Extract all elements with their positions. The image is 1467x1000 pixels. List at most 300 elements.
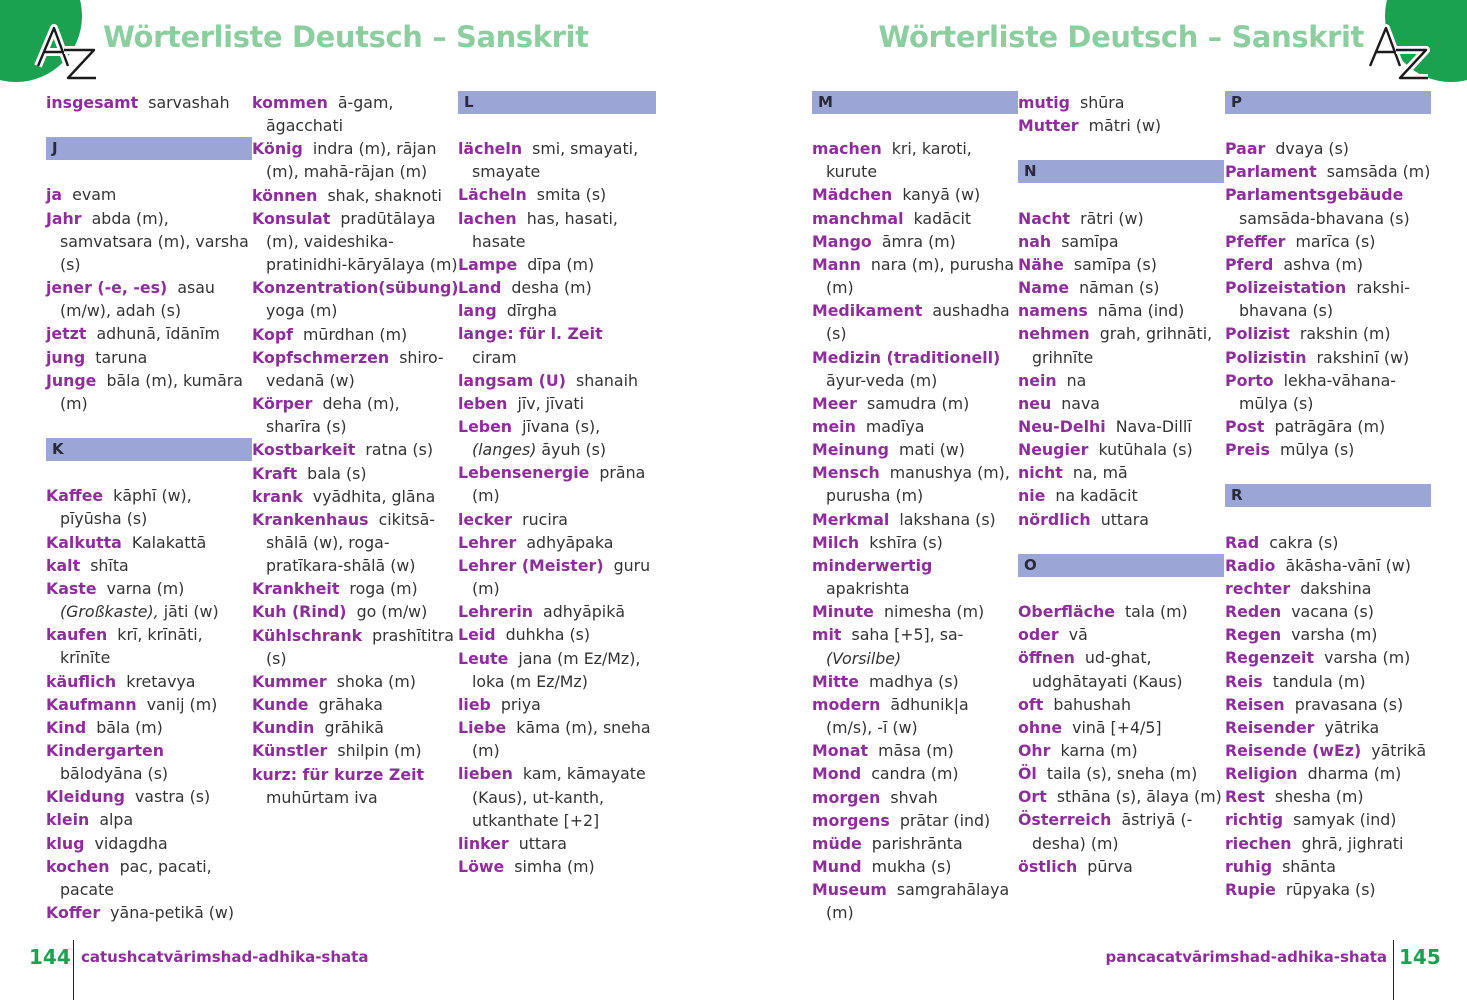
translation: bahushah <box>1053 694 1131 714</box>
dictionary-entry <box>812 183 1018 206</box>
page-title-left: Wörterliste Deutsch – Sanskrit <box>103 20 589 54</box>
dictionary-entry <box>1225 438 1431 461</box>
headword: Mango <box>812 231 872 251</box>
dictionary-entry <box>1225 137 1431 160</box>
headword: lieb <box>458 694 491 714</box>
translation: shoka (m) <box>336 671 416 691</box>
translation: varsha (m) <box>1291 625 1378 645</box>
headword: Reden <box>1225 602 1282 622</box>
dictionary-entry <box>46 716 252 739</box>
headword: Jahr <box>46 208 82 228</box>
translation: manushya (m), purusha (m) <box>826 463 1010 506</box>
headword: rechter <box>1225 578 1291 598</box>
translation-note: (langes) <box>472 440 537 460</box>
dictionary-entry <box>458 322 656 368</box>
translation: samsāda (m) <box>1326 162 1431 182</box>
translation: kāma (m), sneha (m) <box>472 718 651 761</box>
translation: mūlya (s) <box>1279 440 1355 460</box>
translation: desha (m) <box>511 278 592 298</box>
dictionary-entry <box>812 786 1018 809</box>
dictionary-entry <box>1018 739 1224 762</box>
translation: apakrishta <box>826 579 910 599</box>
headword: Lehrer <box>458 532 517 552</box>
translation-note: (Vorsilbe) <box>826 648 902 668</box>
headword: Preis <box>1225 440 1270 460</box>
translation: aushadha (s) <box>826 301 1010 344</box>
headword: Medikament <box>812 301 923 321</box>
headword: Österreich <box>1018 810 1112 830</box>
dictionary-entry <box>46 91 252 114</box>
dictionary-entry <box>1225 670 1431 693</box>
headword: Polizist <box>1225 324 1290 344</box>
translation: ud-ghat, udghātayati (Kaus) <box>1032 648 1183 691</box>
dictionary-entry <box>458 762 656 831</box>
translation: has, hasati, hasate <box>472 208 618 251</box>
headword: nicht <box>1018 463 1063 483</box>
headword: klug <box>46 833 85 853</box>
dictionary-entry <box>458 253 656 276</box>
translation: yāna-petikā (w) <box>110 903 235 923</box>
translation: sthāna (s), ālaya (m) <box>1056 787 1222 807</box>
translation: vanij (m) <box>146 694 218 714</box>
dictionary-entry <box>1225 369 1431 415</box>
translation: shīta <box>90 555 129 575</box>
dictionary-entry <box>458 832 656 855</box>
dictionary-entry <box>458 392 656 415</box>
dictionary-entry <box>1225 230 1431 253</box>
spacer <box>1225 461 1431 484</box>
dictionary-entry <box>1018 276 1224 299</box>
headword: klein <box>46 810 90 830</box>
translation: āyur-veda (m) <box>826 370 938 390</box>
word-column <box>458 91 656 878</box>
dictionary-entry <box>252 508 458 577</box>
translation: dakshina <box>1300 578 1372 598</box>
translation: kshīra (s) <box>869 532 943 552</box>
translation: mukha (s) <box>871 856 952 876</box>
translation: māsa (m) <box>878 741 954 761</box>
dictionary-entry <box>812 855 1018 878</box>
dictionary-entry <box>812 809 1018 832</box>
translation: adhyāpikā <box>543 602 626 622</box>
translation: evam <box>72 185 117 205</box>
dictionary-entry <box>1225 183 1431 229</box>
translation: samyak (ind) <box>1293 810 1397 830</box>
translation: duhkha (s) <box>505 625 591 645</box>
dictionary-entry <box>1018 855 1224 878</box>
dictionary-entry <box>1225 762 1431 785</box>
headword: Kaufmann <box>46 694 137 714</box>
word-column <box>252 91 458 809</box>
translation: varsha (m) <box>1324 648 1411 668</box>
translation: shiro-vedanā (w) <box>266 347 444 390</box>
headword: oder <box>1018 625 1059 645</box>
dictionary-entry <box>1225 878 1431 901</box>
dictionary-entry <box>46 346 252 369</box>
dictionary-entry <box>1225 646 1431 669</box>
translation: Nava-Dillī <box>1115 417 1192 436</box>
dictionary-entry <box>46 693 252 716</box>
translation: shak, shaknoti <box>327 185 442 205</box>
headword: Religion <box>1225 764 1298 784</box>
spacer <box>1018 531 1224 554</box>
translation: shanaih <box>575 370 638 390</box>
dictionary-entry <box>458 531 656 554</box>
headword: mit <box>812 625 842 645</box>
headword: jetzt <box>46 324 87 344</box>
headword: Lampe <box>458 254 518 274</box>
translation: madhya (s) <box>869 671 959 691</box>
translation: vyādhita, glāna <box>312 486 436 506</box>
dictionary-entry <box>458 415 656 461</box>
headword: Koffer <box>46 903 101 923</box>
translation: go (m/w) <box>356 602 428 622</box>
headword: Reis <box>1225 671 1263 691</box>
headword: Land <box>458 278 502 298</box>
headword: Polizistin <box>1225 347 1307 367</box>
dictionary-entry <box>252 577 458 600</box>
headword: Krankheit <box>252 579 340 599</box>
headword: Löwe <box>458 856 505 876</box>
dictionary-entry <box>812 762 1018 785</box>
translation: vā <box>1068 625 1088 645</box>
dictionary-entry <box>812 253 1018 299</box>
dictionary-entry <box>1018 808 1224 854</box>
dictionary-entry <box>1018 207 1224 230</box>
headword: kochen <box>46 856 110 876</box>
headword: neu <box>1018 393 1052 413</box>
headword: lächeln <box>458 139 523 159</box>
headword: Ohr <box>1018 741 1051 760</box>
dictionary-entry <box>46 183 252 206</box>
translation: prātar (ind) <box>899 810 991 830</box>
dictionary-entry <box>812 461 1018 507</box>
dictionary-entry <box>458 693 656 716</box>
translation: nara (m), purusha (m) <box>826 254 1015 298</box>
translation: nāma (ind) <box>1097 301 1185 321</box>
headword: Öl <box>1018 764 1037 784</box>
headword: Monat <box>812 741 869 761</box>
dictionary-entry <box>1225 531 1431 554</box>
headword: jener (-e, -es) <box>46 278 168 298</box>
translation: cakra (s) <box>1269 532 1339 552</box>
translation: kri, karoti, kurute <box>826 139 972 182</box>
word-column <box>1018 91 1224 878</box>
dictionary-entry <box>1018 508 1224 531</box>
dictionary-entry <box>812 554 1018 600</box>
headword: Neugier <box>1018 440 1089 460</box>
headword: leben <box>458 393 508 413</box>
translation: nimesha (m) <box>883 602 985 622</box>
translation: kāphī (w), pīyūsha (s) <box>60 486 192 529</box>
section-header: K <box>46 438 252 461</box>
translation: na kadācit <box>1055 486 1138 506</box>
headword: Kindergarten <box>46 741 164 760</box>
headword: Name <box>1018 278 1070 298</box>
translation: shilpin (m) <box>337 741 422 761</box>
translation: prashītitra (s) <box>266 625 454 668</box>
headword: Lächeln <box>458 185 527 205</box>
headword: Reisende (wEz) <box>1225 741 1362 761</box>
translation: pradūtālaya (m), vaideshika-pratinidhi-kāryālaya (m) <box>266 208 458 275</box>
dictionary-entry <box>1018 299 1224 322</box>
translation: tandula (m) <box>1272 671 1366 691</box>
dictionary-entry <box>46 554 252 577</box>
translation: bala (s) <box>307 463 367 483</box>
headword: Kunde <box>252 695 309 715</box>
headword: Künstler <box>252 741 328 761</box>
dictionary-entry <box>1225 577 1431 600</box>
dictionary-entry <box>1018 322 1224 368</box>
dictionary-entry <box>1225 160 1431 183</box>
spacer <box>46 415 252 438</box>
translation: karna (m) <box>1060 741 1138 760</box>
headword: lecker <box>458 509 513 529</box>
section-header: P <box>1225 91 1431 114</box>
dictionary-entry <box>458 554 656 600</box>
headword: öffnen <box>1018 648 1075 668</box>
headword: nördlich <box>1018 509 1091 529</box>
translation: yoga (m) <box>266 301 338 321</box>
headword: Porto <box>1225 370 1274 390</box>
dictionary-entry <box>252 739 458 762</box>
headword: Pferd <box>1225 254 1274 274</box>
translation: bāla (m) <box>96 717 163 737</box>
section-header: M <box>812 91 1018 114</box>
headword: langsam (U) <box>458 370 566 390</box>
translation: rucira <box>522 509 568 529</box>
footer-divider-left <box>73 940 74 1000</box>
dictionary-entry <box>458 508 656 531</box>
translation: rūpyaka (s) <box>1285 879 1376 899</box>
headword: Krankenhaus <box>252 509 369 529</box>
translation: guru (m) <box>472 555 651 599</box>
page-number-left: 144 <box>29 945 71 969</box>
dictionary-entry <box>1225 832 1431 855</box>
translation: shānta <box>1282 856 1336 876</box>
translation: vinā [+4/5] <box>1072 717 1162 737</box>
dictionary-entry <box>458 716 656 762</box>
translation: na <box>1066 370 1087 390</box>
dictionary-entry <box>46 484 252 530</box>
dictionary-entry <box>46 832 252 855</box>
translation: mati (w) <box>898 440 965 460</box>
translation: pūrva <box>1087 856 1133 876</box>
dictionary-entry <box>252 485 458 508</box>
dictionary-entry <box>812 299 1018 345</box>
headword: Lebensenergie <box>458 463 590 483</box>
dictionary-entry <box>812 531 1018 554</box>
translation: grāhaka <box>318 695 383 715</box>
headword: Paar <box>1225 139 1266 159</box>
dictionary-entry <box>1018 369 1224 392</box>
headword: Liebe <box>458 718 507 738</box>
translation: dīpa (m) <box>527 254 595 274</box>
headword: Kuh (Rind) <box>252 602 347 622</box>
dictionary-entry <box>812 346 1018 392</box>
dictionary-entry <box>46 670 252 693</box>
headword: Merkmal <box>812 509 890 529</box>
headword: Nähe <box>1018 254 1064 274</box>
dictionary-entry <box>252 462 458 485</box>
translation: āstriyā (-desha) (m) <box>1032 810 1193 853</box>
translation: uttara <box>1100 509 1149 529</box>
headword: Oberfläche <box>1018 602 1115 622</box>
headword: Meer <box>812 393 857 413</box>
headword: Rad <box>1225 532 1260 552</box>
spacer <box>46 114 252 137</box>
headword: oft <box>1018 694 1044 714</box>
translation: ratna (s) <box>365 440 433 460</box>
translation: alpa <box>99 810 134 830</box>
dictionary-entry <box>812 508 1018 531</box>
headword: Kaste <box>46 578 97 598</box>
dictionary-entry <box>46 808 252 831</box>
page-title-right: Wörterliste Deutsch – Sanskrit <box>878 20 1364 54</box>
dictionary-entry <box>252 716 458 739</box>
headword: Regen <box>1225 625 1282 645</box>
translation: āyuh (s) <box>541 440 607 460</box>
dictionary-entry <box>1018 484 1224 507</box>
dictionary-entry <box>46 901 252 924</box>
translation: adhyāpaka <box>526 532 614 552</box>
translation: grah, grihnāti, grihnīte <box>1032 324 1213 367</box>
headword: Post <box>1225 417 1265 437</box>
translation: lakshana (s) <box>899 509 996 529</box>
dictionary-entry <box>458 207 656 253</box>
headword: riechen <box>1225 833 1292 853</box>
translation: vastra (s) <box>134 787 211 807</box>
headword: kurz: für kurze Zeit <box>252 764 425 784</box>
dictionary-entry <box>1225 415 1431 438</box>
dictionary-entry <box>46 322 252 345</box>
dictionary-entry <box>458 299 656 322</box>
translation: indra (m), rājan (m), mahā-rājan (m) <box>266 139 437 182</box>
translation: rakshinī (w) <box>1316 347 1410 367</box>
section-header: R <box>1225 484 1431 507</box>
headword: lieben <box>458 764 513 784</box>
translation: rātri (w) <box>1080 208 1144 228</box>
translation: ākāsha-vānī (w) <box>1285 555 1411 575</box>
dictionary-entry <box>812 670 1018 693</box>
translation: roga (m) <box>349 579 418 599</box>
headword: Museum <box>812 880 887 900</box>
dictionary-entry <box>1018 415 1224 438</box>
headword: mein <box>812 417 856 437</box>
headword: Reisen <box>1225 694 1285 714</box>
translation: dharma (m) <box>1307 764 1402 784</box>
dictionary-entry <box>1225 739 1431 762</box>
translation: na, mā <box>1072 463 1128 483</box>
translation: jana (m Ez/Mz), loka (m Ez/Mz) <box>472 648 641 691</box>
dictionary-entry <box>1225 276 1431 322</box>
headword: Mensch <box>812 463 880 483</box>
dictionary-entry <box>252 693 458 716</box>
dictionary-entry <box>812 832 1018 855</box>
footer-divider-right <box>1393 940 1394 1000</box>
headword: Mutter <box>1018 116 1079 136</box>
headword: Nacht <box>1018 208 1071 228</box>
translation: ghrā, jighrati <box>1301 833 1404 853</box>
word-column <box>1225 91 1431 901</box>
dictionary-entry <box>812 600 1018 623</box>
translation: pravasana (s) <box>1294 694 1404 714</box>
dictionary-entry <box>252 137 458 183</box>
headword: Junge <box>46 370 97 390</box>
dictionary-entry <box>252 184 458 207</box>
headword: Kind <box>46 717 87 737</box>
headword: richtig <box>1225 810 1284 830</box>
translation: rakshi-bhavana (s) <box>1239 278 1410 321</box>
translation: cikitsā-shālā (w), roga-pratīkara-shālā (w) <box>266 509 436 576</box>
dictionary-entry <box>458 137 656 183</box>
headword: krank <box>252 486 303 506</box>
dictionary-entry <box>252 600 458 623</box>
dictionary-entry <box>1018 623 1224 646</box>
headword: Regenzeit <box>1225 648 1315 668</box>
headword: Mund <box>812 856 862 876</box>
translation: vacana (s) <box>1291 602 1374 622</box>
headword: Leute <box>458 648 509 668</box>
headword: Milch <box>812 532 860 552</box>
headword: Lehrer (Meister) <box>458 555 604 575</box>
headword: Rupie <box>1225 879 1276 899</box>
translation: yātrika <box>1324 717 1380 737</box>
translation: nava <box>1061 393 1100 413</box>
translation: taruna <box>95 347 148 367</box>
dictionary-entry <box>812 415 1018 438</box>
dictionary-entry <box>458 623 656 646</box>
dictionary-entry <box>812 207 1018 230</box>
translation: nāman (s) <box>1079 278 1160 298</box>
translation: varna (m) <box>106 578 185 598</box>
dictionary-entry <box>458 461 656 507</box>
headword: Medizin (traditionell) <box>812 347 1001 367</box>
section-header: N <box>1018 160 1224 183</box>
translation: madīya <box>865 417 925 437</box>
dictionary-entry <box>1018 646 1224 692</box>
headword: können <box>252 185 318 205</box>
headword: ja <box>46 185 63 205</box>
dictionary-entry <box>812 230 1018 253</box>
dictionary-entry <box>1225 785 1431 808</box>
dictionary-entry <box>812 137 1018 183</box>
headword: Minute <box>812 602 874 622</box>
headword: lachen <box>458 208 517 228</box>
headword: Rest <box>1225 787 1265 807</box>
dictionary-entry <box>252 763 458 809</box>
dictionary-entry <box>1225 346 1431 369</box>
dictionary-entry <box>252 438 458 461</box>
headword: Kaffee <box>46 486 104 506</box>
headword: käuflich <box>46 671 117 691</box>
headword: Mann <box>812 254 861 274</box>
headword: Kühlschrank <box>252 625 363 645</box>
headword: nehmen <box>1018 324 1090 344</box>
translation: dvaya (s) <box>1275 139 1349 159</box>
dictionary-entry <box>812 392 1018 415</box>
dictionary-entry <box>1018 693 1224 716</box>
translation: adhunā, īdānīm <box>96 324 220 344</box>
translation: mātri (w) <box>1088 116 1162 136</box>
translation: ciram <box>472 347 517 367</box>
translation: asau (m/w), adah (s) <box>60 278 215 321</box>
dictionary-entry <box>1018 91 1224 114</box>
dictionary-entry <box>252 323 458 346</box>
translation: ā-gam, āgacchati <box>266 93 394 136</box>
translation: samgrahālaya (m) <box>826 880 1010 923</box>
translation: parishrānta <box>871 833 963 853</box>
